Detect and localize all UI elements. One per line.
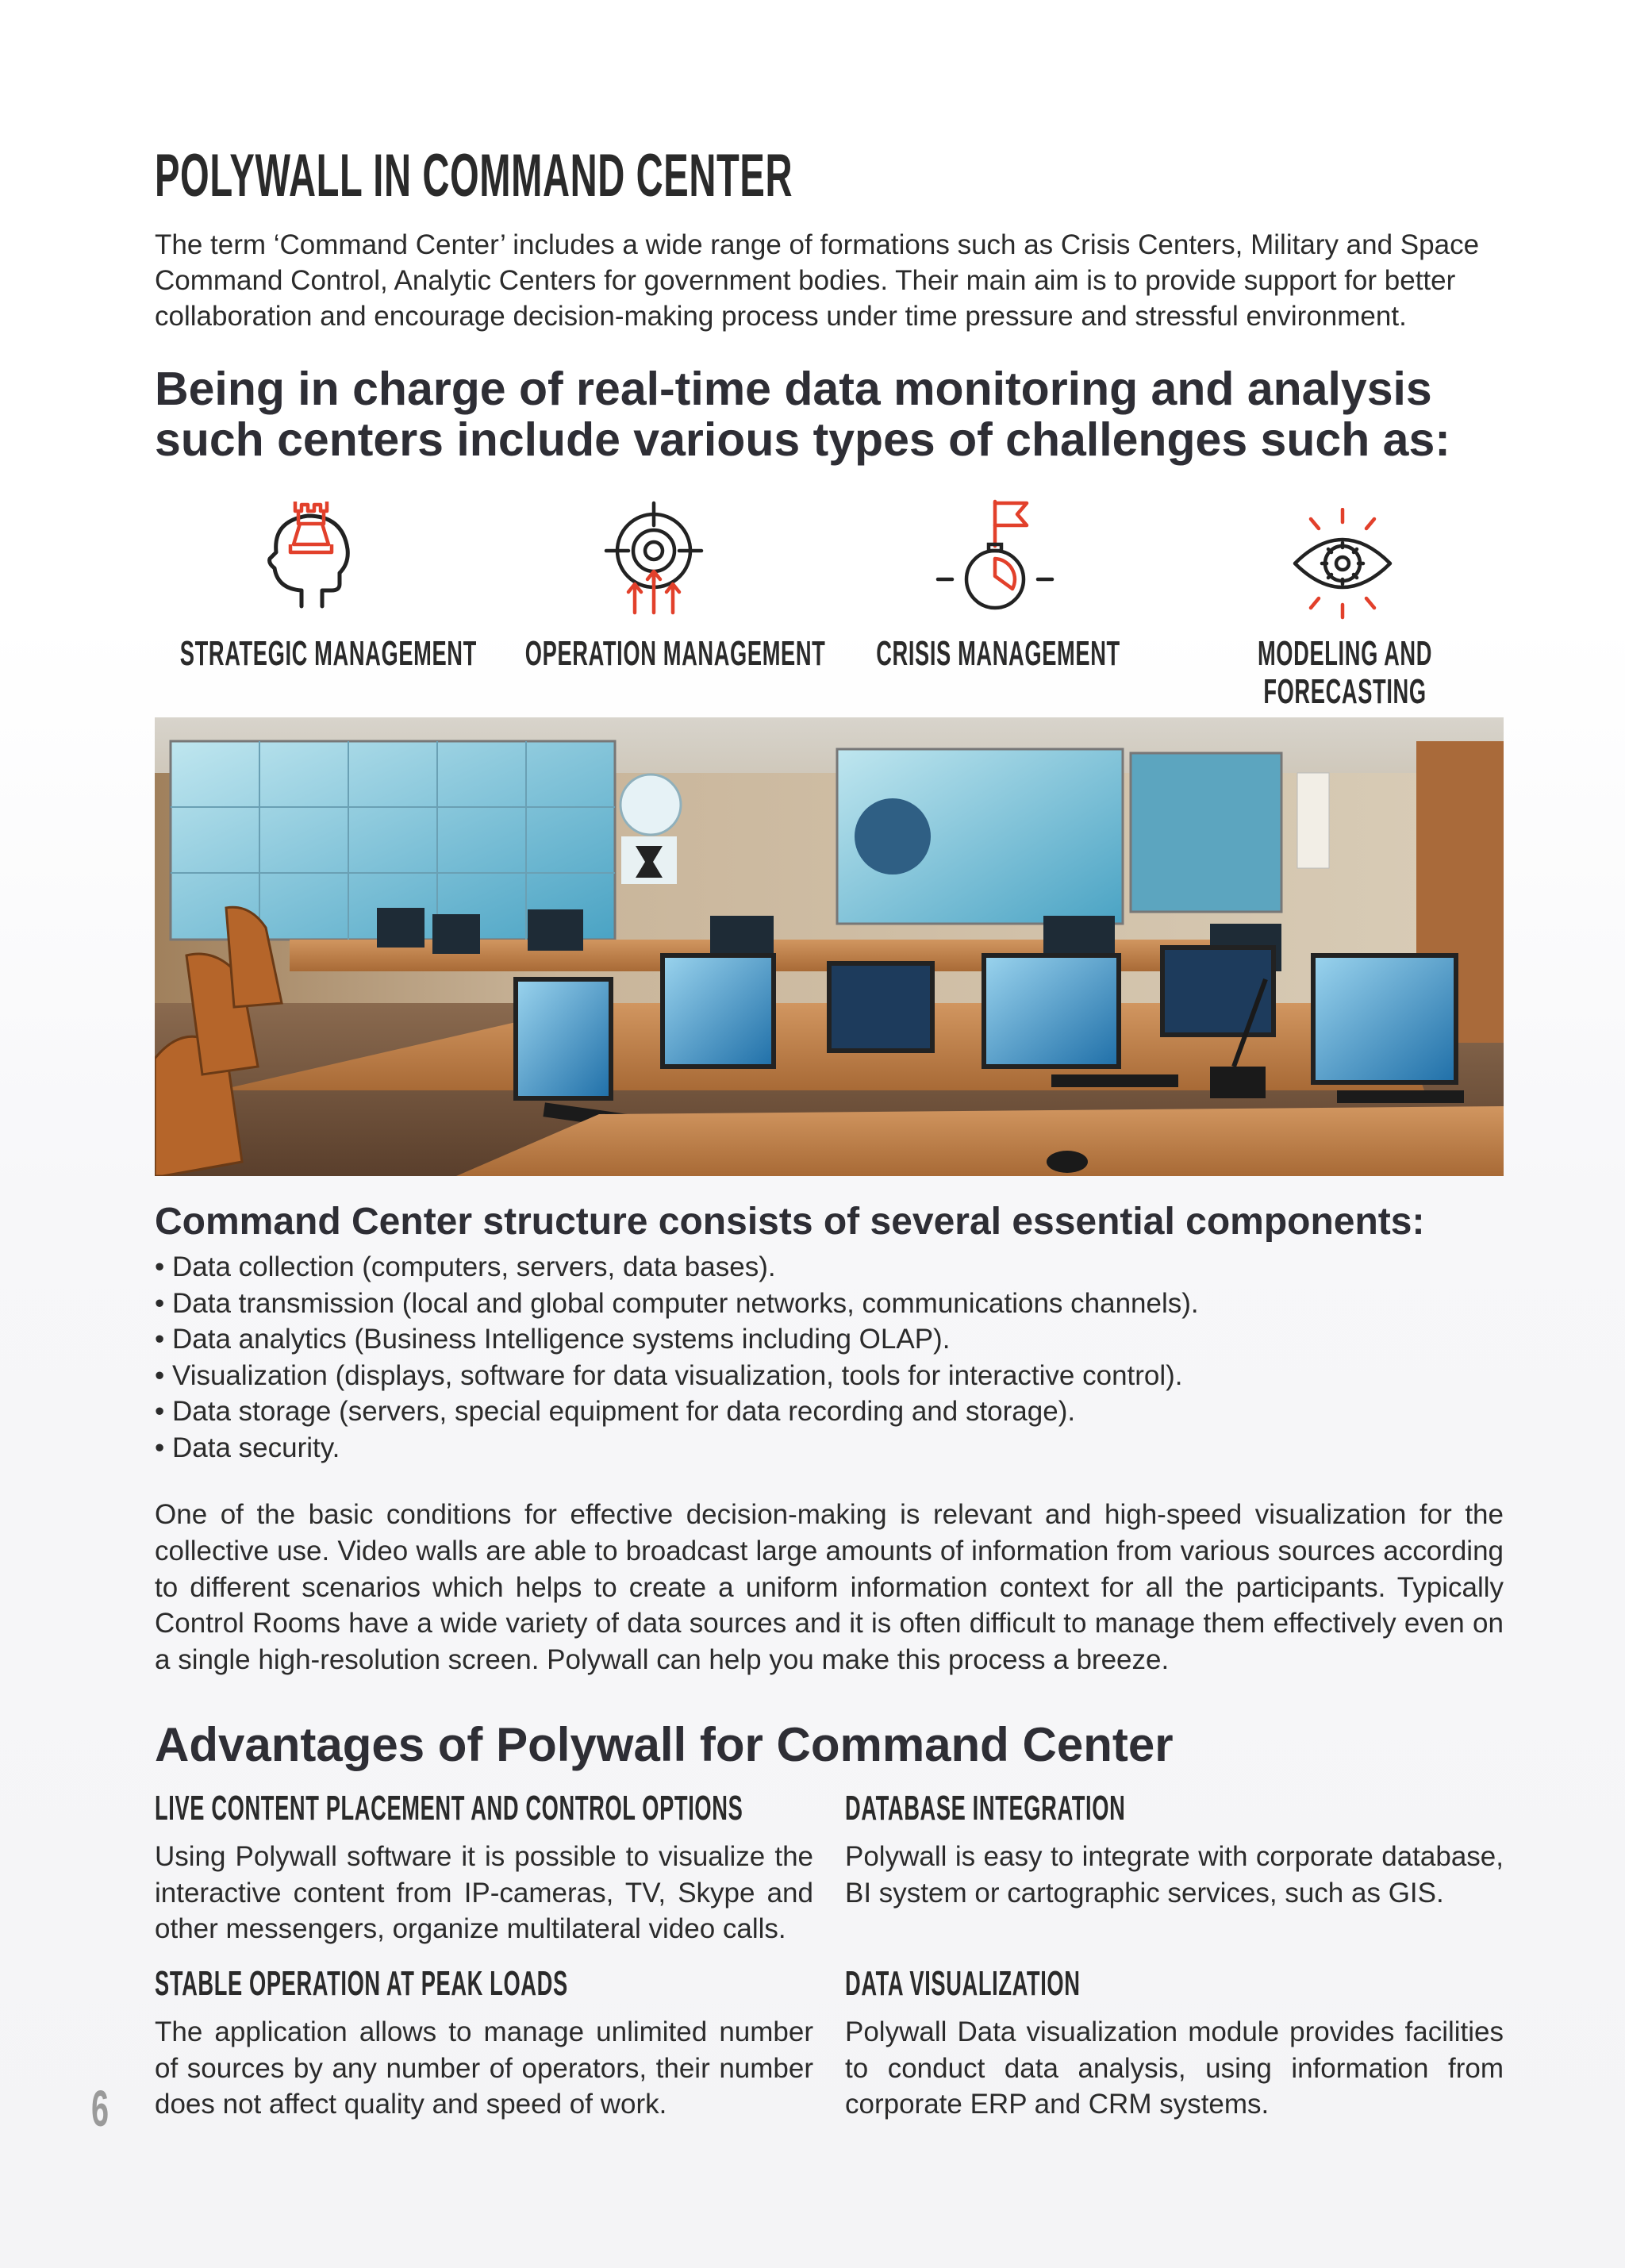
challenge-label-strategic: STRATEGIC MANAGEMENT xyxy=(179,634,477,673)
list-item: • Data collection (computers, servers, data bases). xyxy=(155,1251,776,1282)
advantage-text-stable-operation: The application allows to manage unlimited number of sources by any number of operators, their number does not affect quality and speed of work. xyxy=(155,2016,813,2120)
advantage-title-stable-operation: STABLE OPERATION AT PEAK LOADS xyxy=(155,1964,568,2003)
advantage-title-live-content: LIVE CONTENT PLACEMENT AND CONTROL OPTIONS xyxy=(155,1789,743,1828)
advantage-title-data-visualization: DATA VISUALIZATION xyxy=(845,1964,1081,2003)
list-item: • Data storage (servers, special equipment for data recording and storage). xyxy=(155,1396,1076,1427)
list-item: • Data transmission (local and global computer networks, communications channels). xyxy=(155,1287,1199,1319)
advantage-text-data-visualization: Polywall Data visualization module provides facilities to conduct data analysis, using information from corporate ERP and CRM systems. xyxy=(845,2016,1504,2120)
challenge-label-operation: OPERATION MANAGEMENT xyxy=(524,634,826,673)
challenge-label-crisis: CRISIS MANAGEMENT xyxy=(876,634,1120,673)
eye-gear-icon xyxy=(1279,508,1406,627)
intro-paragraph: The term ‘Command Center’ includes a wide range of formations such as Crisis Centers, Military and Space Command Control, Analytic Centers for government bodies. Their main aim is to provide support for better collaboration and encourage decision-making process under time pressure and stressful environment. xyxy=(155,229,1480,332)
page-number: 6 xyxy=(91,2080,109,2137)
stopwatch-flag-icon xyxy=(930,497,1057,616)
challenge-label-modeling-line2: FORECASTING xyxy=(1263,672,1427,711)
control-room-photo xyxy=(155,717,1504,1176)
page-title: POLYWALL IN COMMAND CENTER xyxy=(155,142,793,210)
list-item: • Data analytics (Business Intelligence systems including OLAP). xyxy=(155,1324,951,1355)
components-heading: Command Center structure consists of several essential components: xyxy=(155,1201,1425,1243)
advantage-title-database: DATABASE INTEGRATION xyxy=(845,1789,1126,1828)
advantages-heading: Advantages of Polywall for Command Center xyxy=(155,1718,1174,1771)
list-item: • Visualization (displays, software for data visualization, tools for interactive control). xyxy=(155,1359,1183,1391)
advantage-text-live-content: Using Polywall software it is possible to visualize the interactive content from IP-cameras, TV, Skype and other messengers, organize multilateral video calls. xyxy=(155,1841,813,1944)
components-list xyxy=(155,1249,1199,1466)
visualization-paragraph: One of the basic conditions for effective decision-making is relevant and high-speed visualization for the collective use. Video walls are able to broadcast large amounts of information from various sources according to different scenarios which helps to create a uniform information context for all the participants. Typically Control Rooms have a wide variety of data sources and it is often difficult to manage them effectively even on a single high-resolution screen. Polywall can help you make this process a breeze. xyxy=(155,1499,1504,1676)
strategy-head-icon xyxy=(246,497,373,616)
list-item: • Data security. xyxy=(155,1432,340,1463)
advantage-text-database: Polywall is easy to integrate with corporate database, BI system or cartographic services, such as GIS. xyxy=(845,1841,1504,1909)
target-icon xyxy=(590,497,717,616)
challenges-heading: Being in charge of real-time data monitoring and analysis such centers include various types of challenges such as: xyxy=(155,363,1450,466)
challenge-label-modeling xyxy=(1217,635,1473,711)
challenge-label-modeling-line1: MODELING AND xyxy=(1257,634,1433,673)
